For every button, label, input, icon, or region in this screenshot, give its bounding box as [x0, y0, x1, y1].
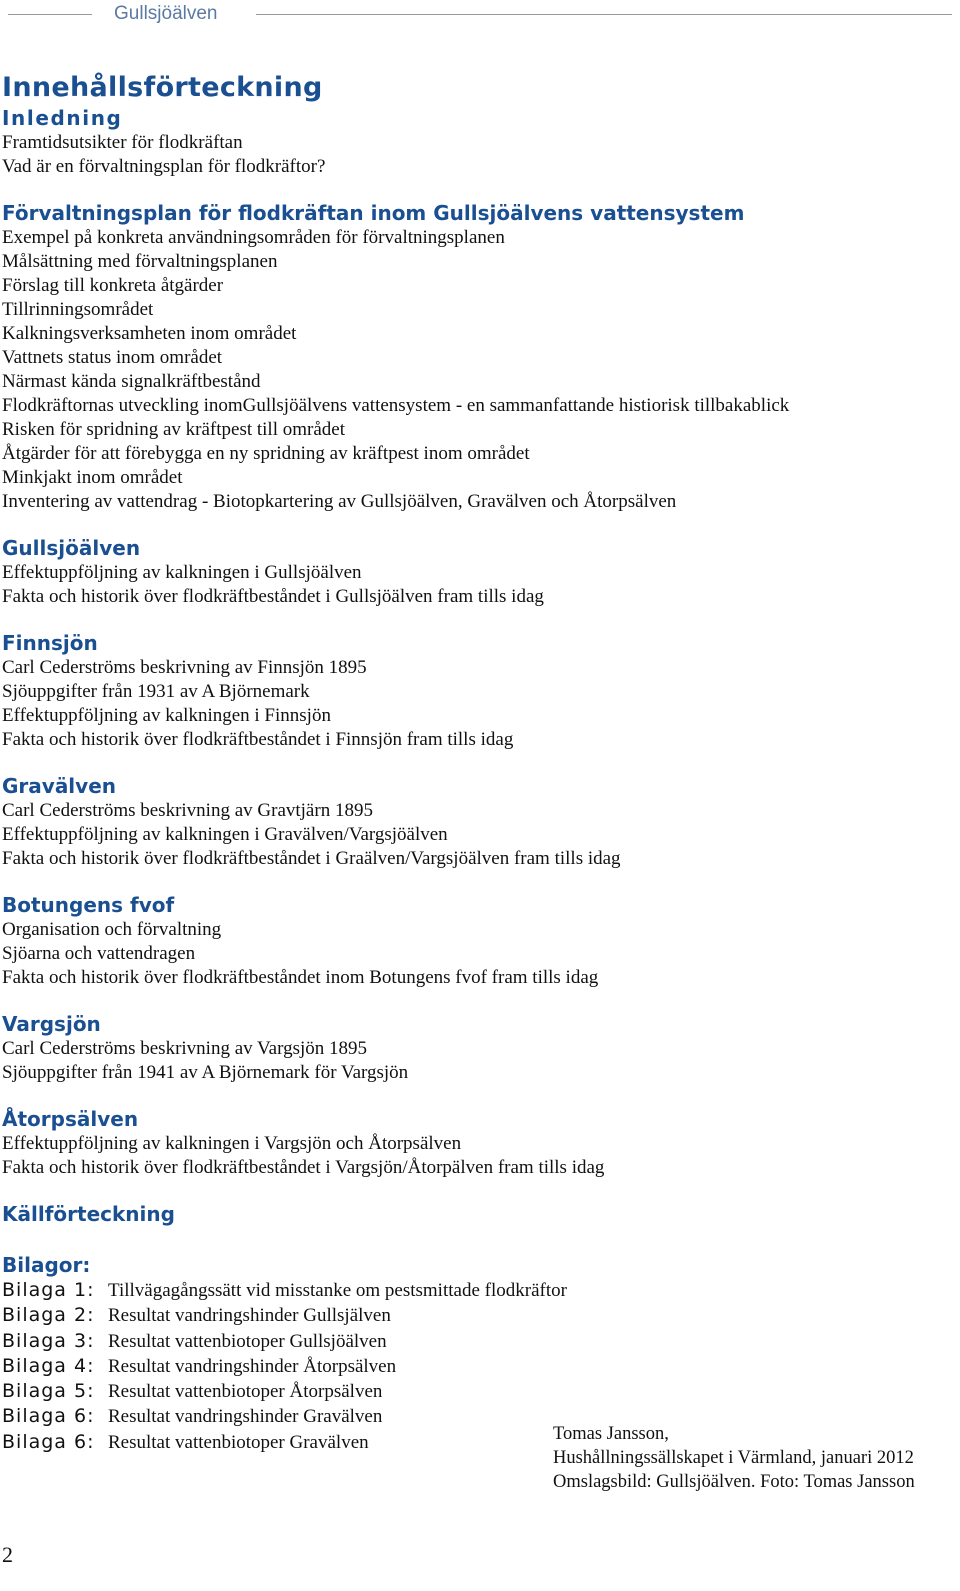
table-of-contents: [2, 70, 952, 1455]
attachment-row: [2, 1354, 952, 1379]
page-number: 2: [2, 1542, 13, 1567]
section-heading: Vargsjön: [2, 1012, 101, 1036]
toc-entry: Minkjakt inom området: [2, 467, 183, 488]
toc-entry: Risken för spridning av kräftpest till området: [2, 419, 345, 440]
toc-entry: Åtgärder för att förebygga en ny spridning av kräftpest inom området: [2, 443, 530, 464]
attachment-row: [2, 1379, 952, 1404]
toc-section-forvaltningsplan: [2, 201, 952, 514]
attachment-label: Bilaga 1:: [2, 1279, 95, 1301]
toc-entry: Sjöarna och vattendragen: [2, 943, 196, 964]
toc-section-botungens-fvof: [2, 893, 952, 990]
credits-author: Tomas Jansson,: [553, 1424, 669, 1444]
credits-cover-photo: Omslagsbild: Gullsjöälven. Foto: Tomas Jansson: [553, 1472, 915, 1492]
toc-entry: Exempel på konkreta användningsområden för förvaltningsplanen: [2, 227, 505, 248]
toc-entry: Kalkningsverksamheten inom området: [2, 323, 297, 344]
toc-section-inledning: [2, 106, 952, 179]
section-heading: Förvaltningsplan för flodkräftan inom Gullsjöälvens vattensystem: [2, 201, 745, 225]
attachment-label: Bilaga 3:: [2, 1329, 95, 1352]
section-heading: Åtorpsälven: [2, 1107, 139, 1131]
section-heading: Finnsjön: [2, 631, 98, 655]
toc-entry: Fakta och historik över flodkräftbeståndet i Gullsjöälven fram tills idag: [2, 586, 544, 607]
toc-section-gullsjoalven: [2, 536, 952, 609]
toc-section-finnsjon: [2, 631, 952, 752]
attachment-title: Resultat vattenbiotoper Åtorpsälven: [108, 1381, 383, 1403]
toc-entry: Framtidsutsikter för flodkräftan: [2, 132, 243, 153]
attachment-title: Resultat vandringshinder Åtorpsälven: [108, 1355, 397, 1377]
toc-entry: Carl Cederströms beskrivning av Gravtjärn 1895: [2, 800, 373, 821]
toc-entry: Fakta och historik över flodkräftbeståndet inom Botungens fvof fram tills idag: [2, 967, 599, 988]
toc-entry: Inventering av vattendrag - Biotopkartering av Gullsjöälven, Gravälven och Åtorpsälven: [2, 491, 677, 512]
toc-entry: Sjöuppgifter från 1941 av A Björnemark för Vargsjön: [2, 1062, 409, 1083]
attachment-title: Tillvägagångssätt vid misstanke om pestsmittade flodkräftor: [108, 1280, 567, 1301]
toc-entry: Fakta och historik över flodkräftbeståndet i Finnsjön fram tills idag: [2, 729, 514, 750]
section-heading: Källförteckning: [2, 1202, 175, 1226]
header-rule-right: [256, 14, 952, 15]
attachment-row: [2, 1329, 952, 1354]
toc-entry: Målsättning med förvaltningsplanen: [2, 251, 278, 272]
toc-section-gravalven: [2, 774, 952, 871]
toc-entry: Effektuppföljning av kalkningen i Gullsjöälven: [2, 562, 362, 583]
toc-entry: Sjöuppgifter från 1931 av A Björnemark: [2, 681, 310, 702]
toc-entry: Närmast kända signalkräftbestånd: [2, 371, 261, 392]
toc-entry: Vattnets status inom området: [2, 347, 223, 368]
section-heading: Bilagor:: [2, 1253, 91, 1277]
toc-section-kallforteckning: [2, 1202, 952, 1227]
section-heading: Gravälven: [2, 774, 117, 798]
toc-title: Innehållsförteckning: [2, 72, 323, 103]
section-heading: Inledning: [2, 106, 123, 130]
toc-entry: Organisation och förvaltning: [2, 919, 222, 940]
header-rule-left: [8, 14, 92, 15]
toc-section-atorpsalven: [2, 1107, 952, 1180]
credits: [553, 1422, 915, 1494]
attachment-label: Bilaga 4:: [2, 1354, 95, 1377]
running-header: [0, 0, 960, 30]
toc-section-vargsjon: [2, 1012, 952, 1085]
attachment-title: Resultat vattenbiotoper Gravälven: [108, 1431, 369, 1453]
toc-entry: Tillrinningsområdet: [2, 299, 154, 320]
toc-entry: Carl Cederströms beskrivning av Vargsjön 1895: [2, 1038, 368, 1059]
attachment-title: Resultat vattenbiotoper Gullsjöälven: [108, 1330, 387, 1352]
attachment-title: Resultat vandringshinder Gravälven: [108, 1406, 383, 1428]
toc-entry: Fakta och historik över flodkräftbeståndet i Graälven/Vargsjöälven fram tills idag: [2, 848, 621, 869]
toc-entry: Effektuppföljning av kalkningen i Finnsjön: [2, 705, 331, 726]
attachment-row: [2, 1278, 952, 1303]
toc-entry: Flodkräftornas utveckling inomGullsjöälvens vattensystem - en sammanfattande histiorisk tillbakablick: [2, 395, 790, 416]
toc-entry: Vad är en förvaltningsplan för flodkräftor?: [2, 156, 326, 177]
attachment-label: Bilaga 5:: [2, 1380, 95, 1403]
toc-entry: Effektuppföljning av kalkningen i Gravälven/Vargsjöälven: [2, 824, 448, 845]
section-heading: Botungens fvof: [2, 893, 175, 917]
attachment-label: Bilaga 6:: [2, 1405, 95, 1428]
attachment-label: Bilaga 6:: [2, 1430, 95, 1453]
credits-organization: Hushållningssällskapet i Värmland, januari 2012: [553, 1448, 914, 1468]
toc-entry: Effektuppföljning av kalkningen i Vargsjön och Åtorpsälven: [2, 1133, 462, 1154]
attachment-label: Bilaga 2:: [2, 1304, 95, 1327]
toc-entry: Carl Cederströms beskrivning av Finnsjön 1895: [2, 657, 367, 678]
section-heading: Gullsjöälven: [2, 536, 141, 560]
attachment-row: [2, 1303, 952, 1328]
toc-entry: Förslag till konkreta åtgärder: [2, 275, 224, 296]
toc-entry: Fakta och historik över flodkräftbeståndet i Vargsjön/Åtorpälven fram tills idag: [2, 1157, 605, 1178]
attachment-title: Resultat vandringshinder Gullsjälven: [108, 1305, 391, 1327]
running-title: Gullsjöälven: [114, 3, 218, 24]
